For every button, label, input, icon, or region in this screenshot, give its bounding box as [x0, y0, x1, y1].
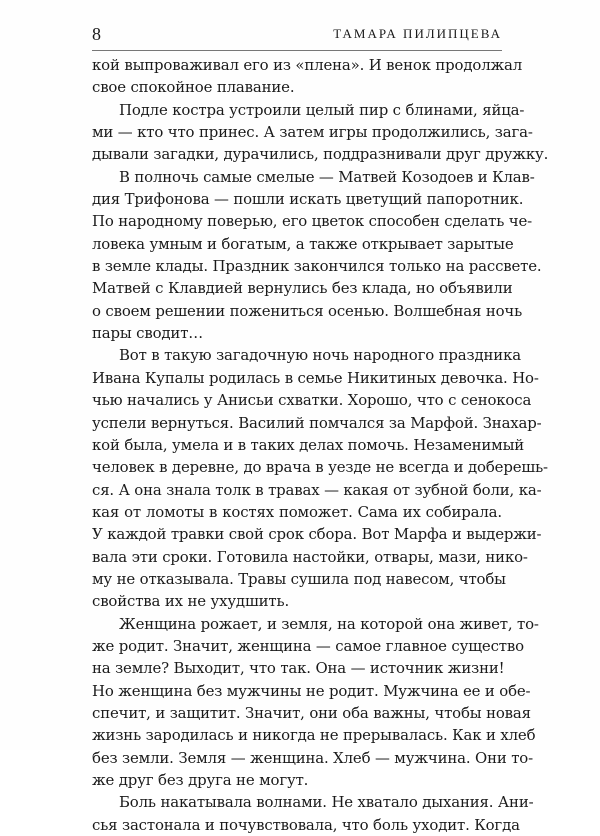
text-line: По народному поверью, его цветок способен сделать че-	[92, 212, 533, 231]
text-line: Подле костра устроили целый пир с блинами, яйца-	[119, 100, 525, 119]
text-line: Женщина рожает, и земля, на которой она живет, то-	[119, 614, 539, 633]
text-line: успели вернуться. Василий помчался за Марфой. Знахар-	[92, 413, 542, 432]
text-line: ми — кто что принес. А затем игры продолжились, зага-	[92, 123, 533, 142]
text-line: кой выпроваживал его из «плена». И венок продолжал	[92, 56, 523, 74]
text-line: сья застонала и почувствовала, что боль уходит. Когда	[92, 815, 520, 834]
text-line: в земле клады. Праздник закончился только на рассвете.	[92, 257, 542, 276]
page-header	[92, 24, 502, 51]
text-line: дывали загадки, дурачились, поддразнивали друг дружку.	[92, 145, 549, 164]
text-line: же друг без друга не могут.	[92, 771, 309, 789]
text-line: У каждой травки свой срок сбора. Вот Марфа и выдержи-	[92, 525, 542, 544]
text-line: о своем решении пожениться осенью. Волшебная ночь	[92, 301, 523, 320]
text-line: же родит. Значит, женщина — самое главное существо	[92, 636, 524, 655]
text-line: Вот в такую загадочную ночь народного праздника	[119, 346, 521, 365]
text-line: свойства их не ухудшить.	[92, 592, 290, 611]
text-line: чью начались у Анисьи схватки. Хорошо, что с сенокоса	[92, 391, 532, 410]
text-line: В полночь самые смелые — Матвей Козодоев и Клав-	[119, 167, 535, 186]
text-line: Но женщина без мужчины не родит. Мужчина ее и обе-	[92, 681, 531, 700]
running-title: ТАМАРА ПИЛИПЦЕВА	[333, 26, 502, 41]
text-line: Боль накатывала волнами. Не хватало дыхания. Ани-	[119, 793, 534, 812]
text-line: жизнь зародилась и никогда не прерывалась. Как и хлеб	[92, 726, 536, 745]
text-line: на земле? Выходит, что так. Она — источник жизни!	[92, 659, 505, 678]
text-line: человек в деревне, до врача в уезде не всегда и доберешь-	[92, 458, 548, 477]
text-line: дия Трифонова — пошли искать цветущий папоротник.	[92, 190, 524, 209]
text-line: ся. А она знала толк в травах — какая от зубной боли, ка-	[92, 480, 542, 499]
text-line: свое спокойное плавание.	[92, 78, 295, 97]
text-line: кая от ломоты в костях поможет. Сама их собирала.	[92, 502, 502, 521]
text-line: кой была, умела и в таких делах помочь. Незаменимый	[92, 435, 525, 454]
text-line: Матвей с Клавдией вернулись без клада, но объявили	[92, 279, 513, 298]
text-line: пары сводит…	[92, 324, 204, 343]
text-line: Ивана Купалы родилась в семье Никитиных девочка. Но-	[92, 368, 539, 387]
body-text	[92, 54, 549, 836]
text-line: му не отказывала. Травы сушила под навесом, чтобы	[92, 569, 506, 588]
text-line: ловека умным и богатым, а также открывает зарытые	[92, 234, 514, 253]
text-line: вала эти сроки. Готовила настойки, отвары, мази, нико-	[92, 547, 528, 566]
text-line: спечит, и защитит. Значит, они оба важны, чтобы новая	[92, 703, 531, 722]
page-number: 8	[92, 24, 101, 44]
text-line: без земли. Земля — женщина. Хлеб — мужчина. Они то-	[92, 748, 534, 767]
